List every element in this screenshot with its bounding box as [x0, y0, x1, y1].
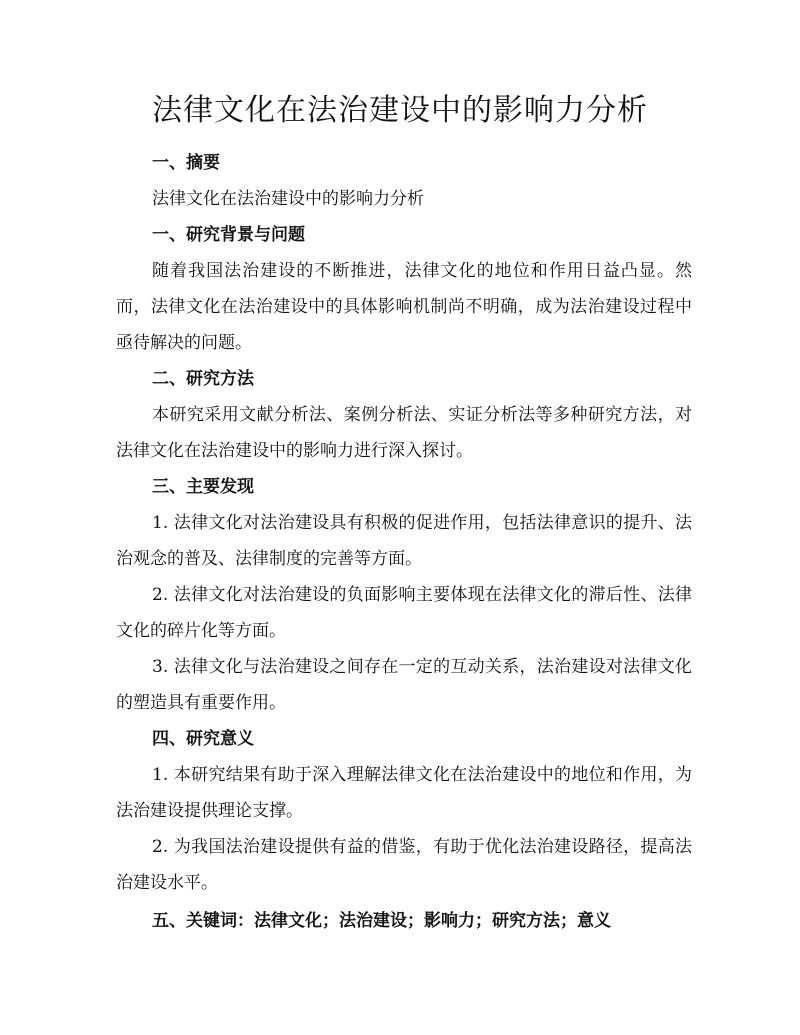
findings-item-3: 3. 法律文化与法治建设之间存在一定的互动关系，法治建设对法律文化的塑造具有重要作用。	[116, 657, 692, 713]
abstract-heading: 一、摘要	[152, 153, 220, 173]
significance-heading: 四、研究意义	[152, 729, 254, 749]
findings-heading: 三、主要发现	[152, 477, 254, 497]
document-body	[116, 145, 692, 939]
findings-item-2: 2. 法律文化对法治建设的负面影响主要体现在法律文化的滞后性、法律文化的碎片化等方面。	[116, 585, 692, 641]
methods-heading: 二、研究方法	[152, 369, 254, 389]
background-text: 随着我国法治建设的不断推进，法律文化的地位和作用日益凸显。然而，法律文化在法治建设中的具体影响机制尚不明确，成为法治建设过程中亟待解决的问题。	[116, 261, 692, 353]
findings-item-1: 1. 法律文化对法治建设具有积极的促进作用，包括法律意识的提升、法治观念的普及、法律制度的完善等方面。	[116, 513, 692, 569]
abstract-text: 法律文化在法治建设中的影响力分析	[152, 189, 424, 209]
significance-item-2: 2. 为我国法治建设提供有益的借鉴，有助于优化法治建设路径，提高法治建设水平。	[116, 837, 692, 893]
background-heading: 一、研究背景与问题	[152, 225, 305, 245]
methods-text: 本研究采用文献分析法、案例分析法、实证分析法等多种研究方法，对法律文化在法治建设中的影响力进行深入探讨。	[116, 405, 692, 461]
keywords-line: 五、关键词：法律文化；法治建设；影响力；研究方法；意义	[152, 911, 611, 931]
page-title: 法律文化在法治建设中的影响力分析	[152, 93, 648, 128]
significance-item-1: 1. 本研究结果有助于深入理解法律文化在法治建设中的地位和作用，为法治建设提供理论支撑。	[116, 765, 692, 821]
